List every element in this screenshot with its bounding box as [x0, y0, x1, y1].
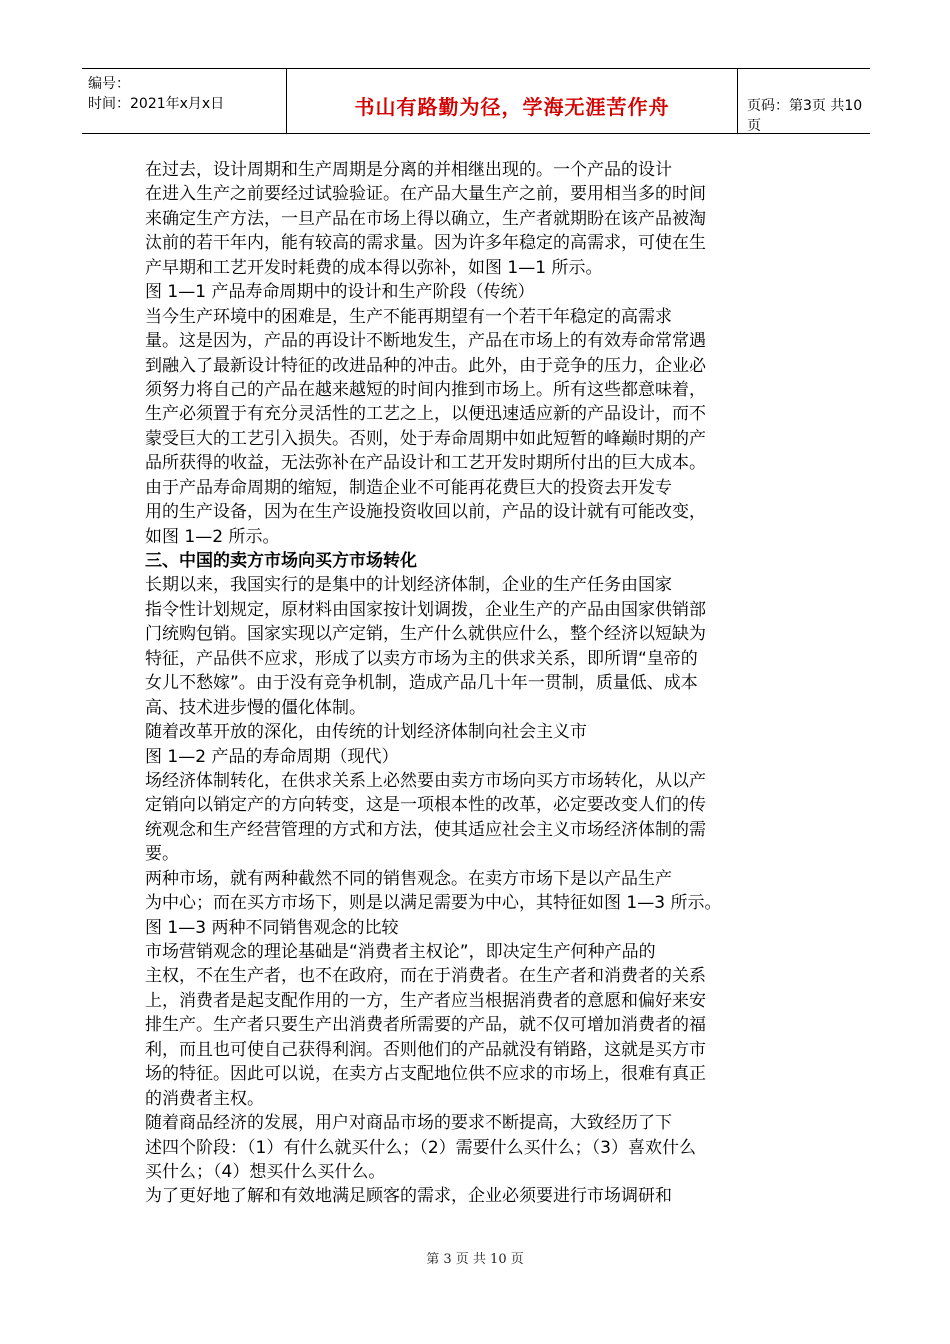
- body-text-line: 门统购包销。国家实现以产定销，生产什么就供应什么，整个经济以短缺为: [145, 624, 706, 645]
- body-text-line: 生产必须置于有充分灵活性的工艺之上，以便迅速适应新的产品设计，而不: [145, 404, 706, 425]
- body-text-line: 利，而且也可使自己获得利润。否则他们的产品就没有销路，这就是买方市: [145, 1039, 706, 1060]
- body-text-line: 场经济体制转化，在供求关系上必然要由卖方市场向买方市场转化，从以产: [145, 770, 706, 791]
- body-text-line: 特征，产品供不应求，形成了以卖方市场为主的供求关系，即所谓“皇帝的: [145, 648, 698, 669]
- body-text-line: 汰前的若干年内，能有较高的需求量。因为许多年稳定的高需求，可使在生: [145, 233, 706, 254]
- body-text-line: 如图 1—2 所示。: [145, 526, 280, 547]
- header-page-cell: [737, 69, 870, 133]
- body-text-line: 买什么；（4）想买什么买什么。: [145, 1161, 386, 1182]
- header-left-cell: [82, 69, 286, 133]
- body-text-line: 统观念和生产经营管理的方式和方法，使其适应社会主义市场经济体制的需: [145, 819, 706, 840]
- figure-caption: 图 1—2 产品的寿命周期（现代）: [145, 746, 399, 767]
- body-text-line: 指令性计划规定，原材料由国家按计划调拨，企业生产的产品由国家供销部: [145, 599, 706, 620]
- header-motto: 书山有路勤为径，学海无涯苦作舟: [354, 95, 670, 119]
- body-text-line: 主权，不在生产者，也不在政府，而在于消费者。在生产者和消费者的关系: [145, 966, 706, 987]
- document-body: [145, 158, 795, 1209]
- body-text-line: 由于产品寿命周期的缩短，制造企业不可能再花费巨大的投资去开发专: [145, 477, 672, 498]
- body-text-line: 须努力将自己的产品在越来越短的时间内推到市场上。所有这些都意味着，: [145, 379, 706, 400]
- header-motto-cell: [286, 69, 738, 133]
- body-text-line: 两种市场，就有两种截然不同的销售观念。在卖方市场下是以产品生产: [145, 868, 672, 889]
- body-text-line: 用的生产设备，因为在生产设施投资收回以前，产品的设计就有可能改变，: [145, 502, 706, 523]
- body-text-line: 排生产。生产者只要生产出消费者所需要的产品，就不仅可增加消费者的福: [145, 1015, 706, 1036]
- body-text-line: 当今生产环境中的困难是，生产不能再期望有一个若干年稳定的高需求: [145, 306, 672, 327]
- body-text-line: 的消费者主权。: [145, 1088, 264, 1109]
- body-text-line: 述四个阶段：（1）有什么就买什么；（2）需要什么买什么；（3）喜欢什么: [145, 1137, 696, 1158]
- body-text-line: 产早期和工艺开发时耗费的成本得以弥补，如图 1—1 所示。: [145, 257, 603, 278]
- body-text-line: 在过去，设计周期和生产周期是分离的并相继出现的。一个产品的设计: [145, 160, 672, 180]
- document-time-label: 时间：2021年x月x日: [88, 96, 225, 112]
- body-text-line: 到融入了最新设计特征的改进品种的冲击。此外，由于竞争的压力，企业必: [145, 355, 706, 376]
- body-text-line: 随着商品经济的发展，用户对商品市场的要求不断提高，大致经历了下: [145, 1113, 672, 1134]
- page-footer: 第 3 页 共 10 页: [426, 1252, 524, 1267]
- body-text-line: 上，消费者是起支配作用的一方，生产者应当根据消费者的意愿和偏好来安: [145, 990, 706, 1011]
- header-page-info: 页码：第3页 共10页: [747, 98, 863, 134]
- section-heading: 三、中国的卖方市场向买方市场转化: [145, 551, 417, 571]
- body-text-line: 品所获得的收益，无法弥补在产品设计和工艺开发时期所付出的巨大成本。: [145, 453, 706, 474]
- body-text-line: 在进入生产之前要经过试验验证。在产品大量生产之前，要用相当多的时间: [145, 184, 706, 205]
- body-text-line: 来确定生产方法，一旦产品在市场上得以确立，生产者就期盼在该产品被淘: [145, 208, 706, 229]
- body-text-line: 蒙受巨大的工艺引入损失。否则，处于寿命周期中如此短暂的峰巅时期的产: [145, 428, 706, 449]
- body-text-line: 长期以来，我国实行的是集中的计划经济体制，企业的生产任务由国家: [145, 575, 672, 596]
- body-text-line: 定销向以销定产的方向转变，这是一项根本性的改革，必定要改变人们的传: [145, 795, 706, 816]
- body-text-line: 女儿不愁嫁”。由于没有竞争机制，造成产品几十年一贯制，质量低、成本: [145, 673, 698, 694]
- figure-caption: 图 1—1 产品寿命周期中的设计和生产阶段（传统）: [145, 282, 535, 303]
- body-text-line: 为中心；而在买方市场下，则是以满足需要为中心，其特征如图 1—3 所示。: [145, 893, 722, 914]
- body-text-line: 要。: [145, 844, 179, 865]
- body-text-line: 市场营销观念的理论基础是“消费者主权论”，即决定生产何种产品的: [145, 942, 656, 962]
- body-text-line: 量。这是因为，产品的再设计不断地发生，产品在市场上的有效寿命常常遇: [145, 331, 706, 352]
- body-text-line: 随着改革开放的深化，由传统的计划经济体制向社会主义市: [145, 722, 587, 743]
- body-text-line: 场的特征。因此可以说，在卖方占支配地位供不应求的市场上，很难有真正: [145, 1064, 706, 1085]
- document-number-label: 编号：: [88, 76, 130, 92]
- figure-caption: 图 1—3 两种不同销售观念的比较: [145, 917, 399, 938]
- body-text-line: 高、技术进步慢的僵化体制。: [145, 697, 366, 718]
- page-header: [82, 68, 870, 134]
- body-text-line: 为了更好地了解和有效地满足顾客的需求，企业必须要进行市场调研和: [145, 1186, 672, 1207]
